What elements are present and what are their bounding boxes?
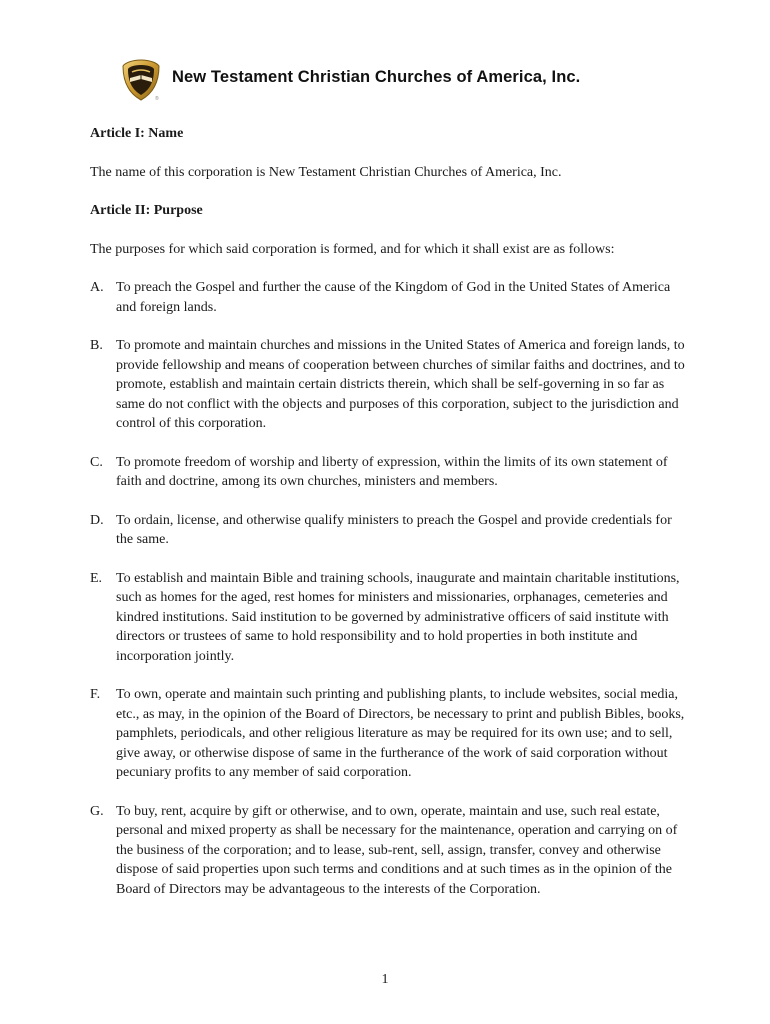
purpose-item-a [90,278,685,317]
item-text: To promote and maintain churches and missions in the United States of America and foreign lands, to provide fellowship and means of cooperation between churches of similar faiths and doctrines, and to promote, establish and maintain certain districts therein, which shall be self-governing in so far as same do not conflict with the objects and purposes of this corporation, subject to the jurisdiction and control of this corporation. [116,338,685,431]
item-letter: D. [90,512,104,528]
page-number: 1 [381,972,389,987]
item-text: To own, operate and maintain such printing and publishing plants, to include websites, social media, etc., as may, in the opinion of the Board of Directors, be necessary to print and publish Bibles, books, pamphlets, periodicals, and other religious literature as may be required for its own use; and to sell, give away, or otherwise dispose of same in the furtherance of the work of said corporation without pecuniary profits to any member of said corporation. [116,687,685,780]
item-text: To promote freedom of worship and liberty of expression, within the limits of its own statement of faith and doctrine, among its own churches, ministers and members. [116,454,668,489]
article-2-intro: The purposes for which said corporation is formed, and for which it shall exist are as follows: [90,241,615,257]
article-1-heading: Article I: Name [90,126,184,141]
article-2-heading: Article II: Purpose [90,203,203,218]
item-text: To preach the Gospel and further the cause of the Kingdom of God in the United States of America and foreign lands. [116,280,671,315]
item-letter: G. [90,803,104,819]
purpose-item-g [90,802,685,900]
purpose-item-c [90,453,685,492]
item-letter: E. [90,570,103,586]
item-text: To establish and maintain Bible and training schools, inaugurate and maintain charitable institutions, such as homes for the aged, rest homes for ministers and missionaries, orphanages, cemeteries and kindred institutions. Said institution to be governed by administrative officers of said institute with directors or trustees of same to hold responsibility and to hold properties in both institute and incorporation jointly. [116,570,680,664]
document-header [120,56,580,104]
document-body [90,124,685,918]
registered-mark: ® [155,96,159,102]
item-text: To ordain, license, and otherwise qualify ministers to preach the Gospel and provide credentials for the same. [116,512,672,547]
purpose-item-f [90,685,685,783]
item-letter: C. [90,454,103,470]
item-letter: F. [90,687,101,702]
item-letter: A. [90,280,104,295]
organization-name: New Testament Christian Churches of America, Inc. [172,67,581,86]
item-text: To buy, rent, acquire by gift or otherwise, and to own, operate, maintain and use, such real estate, personal and mixed property as shall be necessary for the maintenance, operation and carrying on of the business of the corporation; and to lease, sub-rent, sell, assign, transfer, convey and otherwise dispose of said properties upon such terms and conditions and at such times as in the opinion of the Board of Directors may be advantageous to the interests of the Corporation. [116,803,678,897]
purpose-item-e [90,569,685,667]
item-letter: B. [90,338,103,353]
purpose-item-d [90,511,685,550]
purpose-item-b [90,336,685,434]
article-1-text: The name of this corporation is New Testament Christian Churches of America, Inc. [90,164,562,180]
